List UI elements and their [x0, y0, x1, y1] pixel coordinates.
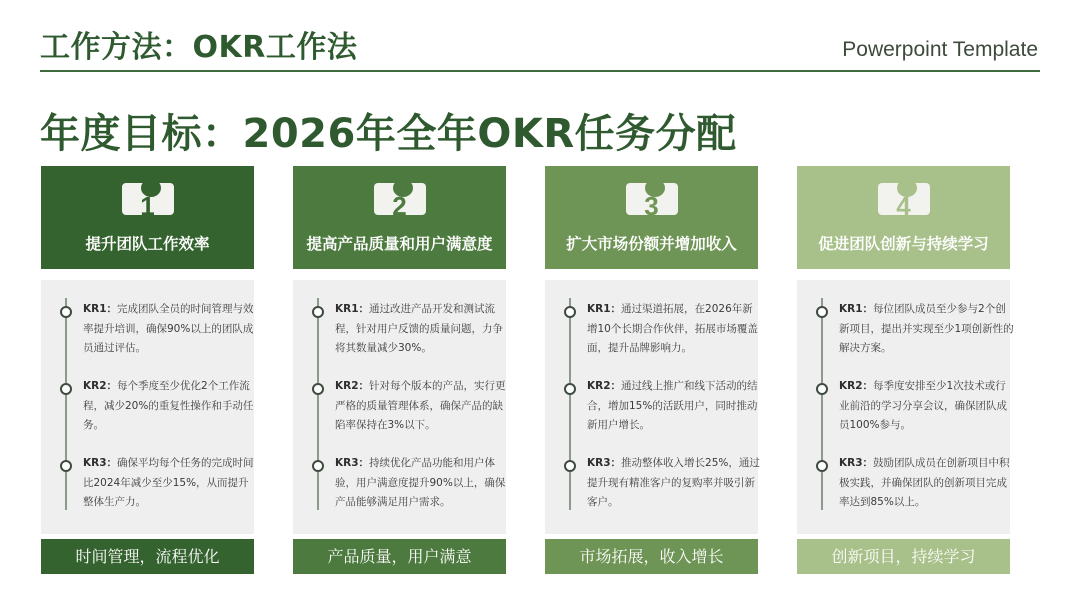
template-label: Powerpoint Template	[842, 38, 1038, 61]
column-footer: 产品质量，用户满意	[293, 539, 506, 574]
timeline-dot-icon	[816, 306, 828, 318]
column-title: 扩大市场份额并增加收入	[566, 235, 737, 253]
kr-label: KR2：	[335, 380, 370, 392]
kr-content: 鼓励团队成员在创新项目中积极实践，并确保团队的创新项目完成率达到85%以上。	[839, 457, 1010, 508]
column-title: 提升团队工作效率	[85, 235, 210, 253]
column-body	[293, 280, 506, 534]
column-footer: 创新项目，持续学习	[797, 539, 1010, 574]
kr-content: 确保平均每个任务的完成时间比2024年减少至少15%，从而提升整体生产力。	[83, 457, 254, 508]
timeline-dot-icon	[60, 460, 72, 472]
kr-label: KR2：	[839, 380, 874, 392]
kr-text	[335, 300, 510, 359]
kr-content: 针对每个版本的产品，实行更严格的质量管理体系，确保产品的缺陷率保持在3%以下。	[335, 380, 506, 431]
kr-label: KR1：	[335, 303, 370, 315]
kr-text	[587, 377, 762, 436]
number-badge-icon	[122, 183, 174, 221]
okr-column-3	[545, 166, 758, 574]
kr-text	[335, 454, 510, 513]
timeline-dot-icon	[564, 306, 576, 318]
okr-column-4	[797, 166, 1014, 574]
column-body	[545, 280, 758, 534]
column-footer: 市场拓展，收入增长	[545, 539, 758, 574]
timeline-line	[317, 298, 319, 510]
timeline-dot-icon	[816, 460, 828, 472]
number-badge-icon	[374, 183, 426, 221]
kr-label: KR3：	[839, 457, 874, 469]
column-number: 1	[140, 191, 155, 221]
timeline-line	[569, 298, 571, 510]
column-body	[41, 280, 254, 534]
kr-label: KR3：	[335, 457, 370, 469]
kr-text	[587, 454, 762, 513]
kr-text	[83, 377, 258, 436]
kr-text	[839, 454, 1014, 513]
okr-column-1	[41, 166, 254, 574]
timeline-dot-icon	[564, 383, 576, 395]
kr-text	[839, 300, 1014, 359]
timeline-dot-icon	[60, 383, 72, 395]
kr-text	[587, 300, 762, 359]
kr-content: 完成团队全员的时间管理与效率提升培训，确保90%以上的团队成员通过评估。	[83, 303, 254, 354]
timeline-dot-icon	[60, 306, 72, 318]
kr-text	[839, 377, 1014, 436]
timeline-dot-icon	[312, 383, 324, 395]
timeline-dot-icon	[816, 383, 828, 395]
column-title: 提高产品质量和用户满意度	[306, 235, 493, 253]
number-badge-icon	[626, 183, 678, 221]
kr-label: KR2：	[83, 380, 118, 392]
timeline-dot-icon	[312, 306, 324, 318]
kr-content: 通过线上推广和线下活动的结合，增加15%的活跃用户，同时推动新用户增长。	[587, 380, 758, 431]
column-title: 促进团队创新与持续学习	[818, 235, 989, 253]
page-title: 年度目标：2026年全年OKR任务分配	[40, 111, 737, 157]
kr-content: 每个季度至少优化2个工作流程，减少20%的重复性操作和手动任务。	[83, 380, 254, 431]
kr-label: KR2：	[587, 380, 622, 392]
column-number: 2	[392, 191, 407, 221]
number-badge-icon	[878, 183, 930, 221]
kr-text	[83, 454, 258, 513]
kr-label: KR1：	[83, 303, 118, 315]
okr-column-2	[293, 166, 506, 574]
kr-content: 每位团队成员至少参与2个创新项目，提出并实现至少1项创新性的解决方案。	[839, 303, 1014, 354]
header-divider	[40, 70, 1040, 72]
kr-text	[83, 300, 258, 359]
kr-content: 持续优化产品功能和用户体验，用户满意度提升90%以上，确保产品能够满足用户需求。	[335, 457, 506, 508]
column-header	[41, 166, 254, 269]
column-header	[797, 166, 1010, 269]
kr-content: 通过改进产品开发和测试流程，针对用户反馈的质量问题，力争将其数量减少30%。	[335, 303, 503, 354]
column-body	[797, 280, 1014, 534]
timeline-line	[65, 298, 67, 510]
timeline-dot-icon	[312, 460, 324, 472]
column-footer: 时间管理，流程优化	[41, 539, 254, 574]
kr-label: KR1：	[839, 303, 874, 315]
header-title: 工作方法：OKR工作法	[40, 30, 358, 65]
column-number: 3	[644, 191, 659, 221]
kr-content: 推动整体收入增长25%，通过提升现有精准客户的复购率并吸引新客户。	[587, 457, 760, 508]
timeline-dot-icon	[564, 460, 576, 472]
column-number: 4	[896, 191, 911, 221]
kr-content: 每季度安排至少1次技术或行业前沿的学习分享会议，确保团队成员100%参与。	[839, 380, 1007, 431]
kr-text	[335, 377, 510, 436]
column-header	[293, 166, 506, 269]
kr-content: 通过渠道拓展，在2026年新增10个长期合作伙伴，拓展市场覆盖面，提升品牌影响力。	[587, 303, 758, 354]
timeline-line	[821, 298, 823, 510]
kr-label: KR3：	[587, 457, 622, 469]
kr-label: KR3：	[83, 457, 118, 469]
kr-label: KR1：	[587, 303, 622, 315]
column-header	[545, 166, 758, 269]
